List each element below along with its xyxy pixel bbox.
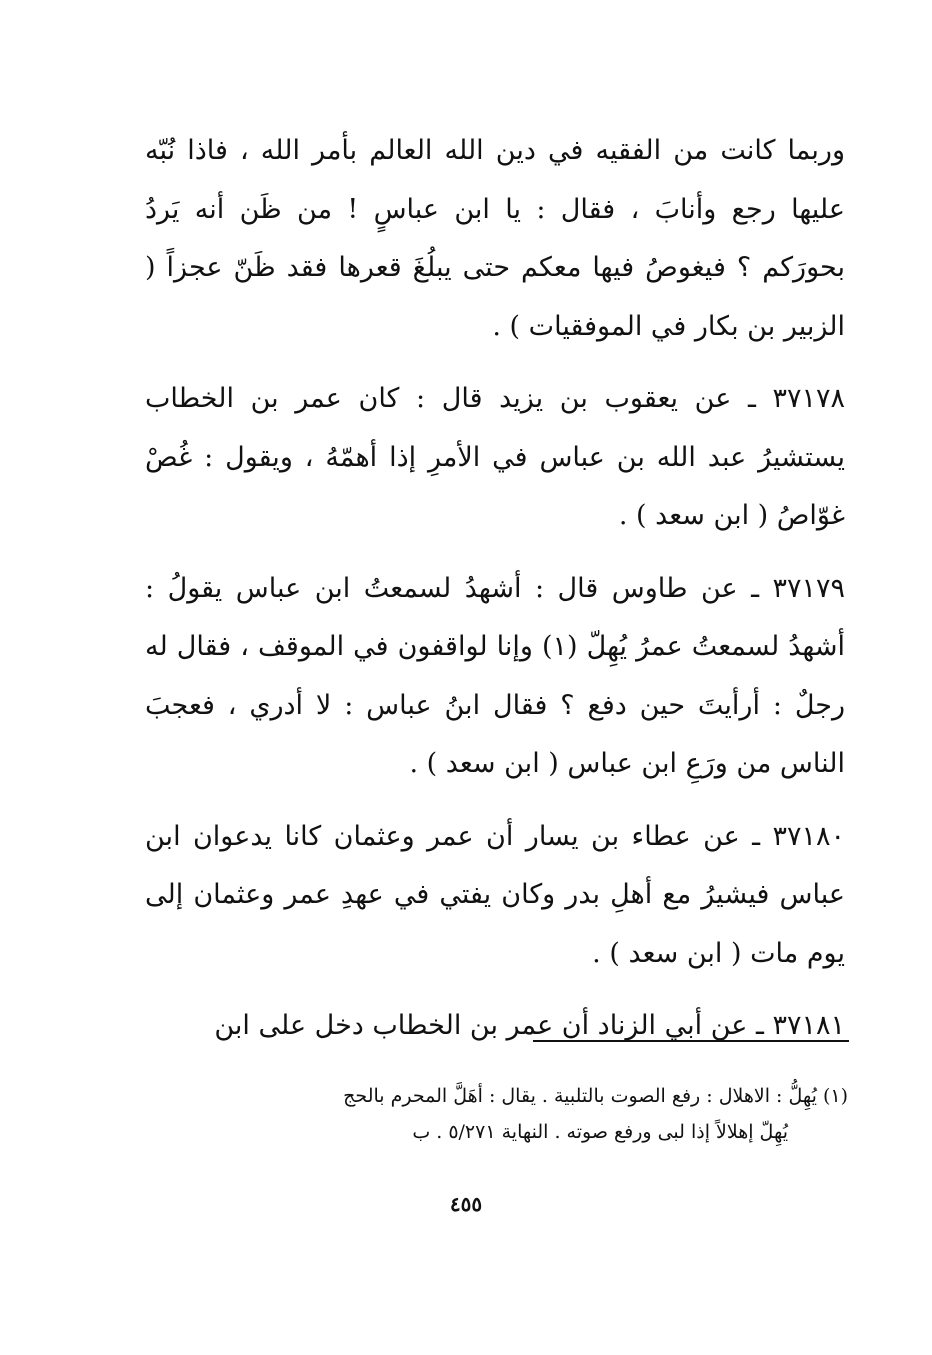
hadith-37181: ٣٧١٨١ ـ عن أبي الزناد أن عمر بن الخطاب دخل على ابن <box>214 1010 845 1041</box>
paragraph-continued: وربما كانت من الفقيه في دين الله العالم بأمر الله ، فاذا نُبّه عليها رجع وأنابَ ، فقال : يا ابن عباسٍ ! من ظَن أنه يَردُ بحورَكم ؟ فيغوصُ فيها معكم حتى يبلُغَ قعرها فقد ظَنّ عجزاً ( الزبير بن بكار في الموفقيات ) . <box>145 135 845 342</box>
hadith-37180: ٣٧١٨٠ ـ عن عطاء بن يسار أن عمر وعثمان كانا يدعوان ابن عباس فيشيرُ مع أهلِ بدر وكان يفتي في عهدِ عمر وعثمان إلى يوم مات ( ابن سعد ) . <box>145 820 845 969</box>
main-text <box>145 122 845 1070</box>
footnote-line-2: يُهِلّ إهلالاً إذا لبى ورفع صوته . النهاية ٥/٢٧١ . ب <box>412 1121 788 1143</box>
hadith-37179: ٣٧١٧٩ ـ عن طاوس قال : أشهدُ لسمعتُ ابن عباس يقولُ : أشهدُ لسمعتُ عمرُ يُهِلّ (١) وإنا لواقفون في الموقف ، فقال له رجلٌ : أرأيتَ حين دفع ؟ فقال ابنُ عباس : لا أدري ، فعجبَ الناس من ورَعِ ابن عباس ( ابن سعد ) . <box>145 572 845 779</box>
footnote <box>150 1078 848 1150</box>
hadith-37178: ٣٧١٧٨ ـ عن يعقوب بن يزيد قال : كان عمر بن الخطاب يستشيرُ عبد الله بن عباس في الأمرِ إذا أهمّهُ ، ويقول : غُصْ غوّاصُ ( ابن سعد ) . <box>145 383 845 531</box>
footnote-line-1: (١) يُهِلُّ : الاهلال : رفع الصوت بالتلبية . يقال : أهَلَّ المحرم بالحج <box>343 1085 848 1107</box>
page-number: ٤٥٥ <box>449 1192 483 1216</box>
footnote-divider <box>533 1040 849 1042</box>
